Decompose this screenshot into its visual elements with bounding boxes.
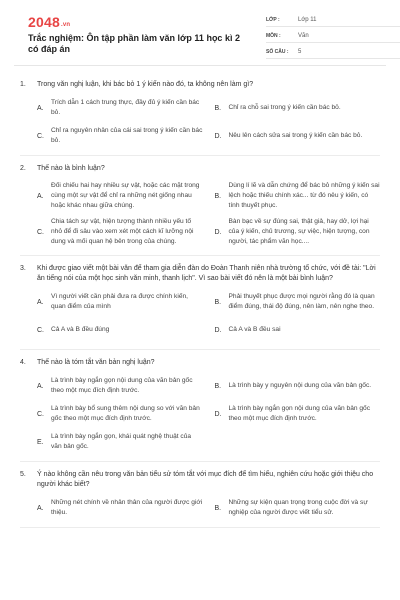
- option-letter: A.: [37, 298, 44, 306]
- meta-value: Văn: [298, 33, 309, 39]
- question-text: Khi được giao viết một bài văn để tham gia diễn đàn do Đoàn Thanh niên nhà trường tổ chức, với đề tài: "Lời ăn tiếng nói của một học sinh văn minh, thanh lịch". Vì sao bài viết đó nên là một bài bình luận?: [37, 265, 376, 282]
- question-number: 5.: [20, 471, 26, 478]
- answer-option[interactable]: [37, 217, 203, 247]
- answer-option[interactable]: [37, 291, 203, 313]
- question-1: [20, 80, 380, 156]
- question-number: 3.: [20, 265, 26, 272]
- answer-options: [20, 291, 380, 341]
- option-letter: B.: [214, 504, 222, 512]
- answer-options: [20, 97, 380, 147]
- question-4: [20, 358, 380, 462]
- option-text: Cả A và B đều đúng: [51, 326, 110, 333]
- question-5: [20, 470, 380, 528]
- question-number: 1.: [20, 81, 26, 88]
- site-logo[interactable]: [28, 14, 70, 30]
- question-stem: [20, 80, 380, 90]
- option-letter: E.: [37, 438, 44, 446]
- answer-option[interactable]: [37, 431, 203, 453]
- question-stem: [20, 470, 380, 490]
- question-2: [20, 164, 380, 256]
- meta-row-count: [266, 46, 400, 59]
- answer-option[interactable]: [215, 181, 381, 211]
- option-letter: D.: [214, 228, 222, 236]
- meta-label: SỐ CÂU :: [266, 49, 289, 55]
- answer-option[interactable]: [215, 375, 381, 397]
- meta-label: LỚP :: [266, 17, 280, 23]
- option-letter: A.: [37, 104, 44, 112]
- answer-option[interactable]: [37, 97, 203, 119]
- option-letter: B.: [214, 298, 222, 306]
- option-text: Là trình bày bổ sung thêm nội dung so với văn bản gốc theo một mục đích định trước.: [51, 405, 200, 422]
- option-text: Là trình bày ngắn gọn nội dung của văn bản gốc theo một mục đích định trước.: [228, 405, 371, 422]
- question-stem: [20, 164, 380, 174]
- meta-row-subject: [266, 30, 400, 43]
- meta-value: 5: [298, 49, 302, 55]
- option-text: Chỉ ra nguyên nhân của cái sai trong ý kiến cần bác bỏ.: [51, 127, 203, 144]
- option-letter: B.: [214, 104, 222, 112]
- option-text: Những nét chính về nhân thân của người được giới thiệu.: [51, 499, 203, 516]
- option-text: Vì người viết cần phải đưa ra được chính kiến, quan điểm của mình: [51, 293, 188, 310]
- answer-option[interactable]: [37, 403, 203, 425]
- option-text: Dùng lí lẽ và dẫn chứng để bác bỏ những ý kiến sai lệch hoặc thiếu chính xác... từ đó nêu ý kiến, có tính thuyết phục.: [228, 182, 380, 209]
- page-title: Trắc nghiệm: Ôn tập phần làm văn lớp 11 học kì 2 có đáp án: [28, 33, 240, 54]
- option-letter: C.: [37, 132, 44, 140]
- option-letter: A.: [37, 504, 44, 512]
- logo-name: 2048: [28, 14, 60, 30]
- option-letter: C.: [37, 410, 44, 418]
- question-number: 2.: [20, 165, 26, 172]
- answer-option[interactable]: [37, 181, 203, 211]
- question-text: Trong văn nghị luận, khi bác bỏ 1 ý kiến nào đó, ta không nên làm gì?: [37, 81, 254, 88]
- option-letter: C.: [37, 228, 44, 236]
- answer-option[interactable]: [215, 97, 381, 119]
- answer-option[interactable]: [215, 125, 381, 147]
- option-text: Trích dẫn 1 cách trung thực, đầy đủ ý kiến cần bác bỏ.: [51, 99, 200, 116]
- option-text: Chỉ ra chỗ sai trong ý kiến cần bác bỏ.: [228, 104, 341, 111]
- option-text: Cả A và B đều sai: [228, 326, 281, 333]
- option-letter: D.: [214, 326, 222, 334]
- question-list: [14, 66, 386, 528]
- option-letter: B.: [214, 192, 222, 200]
- option-text: Là trình bày ngắn gọn nội dung của văn bản gốc theo một mục đích định trước.: [51, 377, 193, 394]
- question-text: Ý nào không cần nêu trong văn bản tiểu sử tóm tắt với mục đích để tìm hiểu, nghiên cứu hoặc giới thiệu cho người khác biết?: [37, 471, 374, 488]
- question-text: Thế nào là bình luận?: [37, 165, 105, 172]
- option-text: Nêu lên cách sửa sai trong ý kiến cần bác bỏ.: [228, 132, 363, 139]
- question-number: 4.: [20, 359, 26, 366]
- answer-options: [20, 497, 380, 519]
- option-text: Chia tách sự vật, hiện tượng thành nhiều yếu tố nhỏ để đi sâu vào xem xét một cách kĩ lưỡng nội dung và mối quan hệ bên trong của chúng.: [51, 218, 194, 245]
- option-letter: D.: [214, 132, 222, 140]
- meta-label: MÔN :: [266, 33, 281, 39]
- option-letter: B.: [214, 382, 222, 390]
- answer-option[interactable]: [215, 497, 381, 519]
- option-letter: D.: [214, 410, 222, 418]
- meta-row-class: [266, 14, 400, 27]
- question-stem: [20, 264, 380, 284]
- logo-tld: .vn: [60, 22, 71, 28]
- page-header: [14, 0, 386, 66]
- option-text: Những sự kiện quan trọng trong cuộc đời và sự nghiệp của người được viết tiểu sử.: [228, 499, 368, 516]
- option-text: Là trình bày y nguyên nội dung của văn bản gốc.: [228, 382, 372, 389]
- meta-value: Lớp 11: [298, 17, 317, 23]
- option-letter: C.: [37, 326, 44, 334]
- option-letter: A.: [37, 382, 44, 390]
- answer-option[interactable]: [215, 403, 381, 425]
- answer-option[interactable]: [215, 291, 381, 313]
- answer-option[interactable]: [215, 217, 381, 247]
- answer-option[interactable]: [37, 319, 203, 341]
- answer-option[interactable]: [37, 375, 203, 397]
- question-stem: [20, 358, 380, 368]
- question-text: Thế nào là tóm tắt văn bản nghị luận?: [37, 359, 155, 366]
- answer-options: [20, 181, 380, 247]
- answer-options: [20, 375, 380, 453]
- quiz-meta: [266, 14, 400, 62]
- option-text: Bàn bạc về sự đúng sai, thật giả, hay dở, lợi hại của ý kiến, chủ trương, sự việc, hiện tượng, con người, tác phẩm văn học....: [228, 218, 370, 245]
- option-text: Đối chiếu hai hay nhiều sự vật, hoặc các mặt trong cùng một sự vật để chỉ ra những nét giống nhau hoặc khác nhau giữa chúng.: [51, 182, 200, 209]
- option-text: Phải thuyết phục được mọi người rằng đó là quan điểm đúng, thái độ đúng, nên làm, nên nghe theo.: [228, 293, 375, 310]
- option-letter: A.: [37, 192, 44, 200]
- answer-option[interactable]: [37, 125, 203, 147]
- answer-option[interactable]: [37, 497, 203, 519]
- answer-option[interactable]: [215, 319, 381, 341]
- option-text: Là trình bày ngắn gọn, khái quát nghệ thuật của văn bản gốc.: [51, 433, 192, 450]
- question-3: [20, 264, 380, 350]
